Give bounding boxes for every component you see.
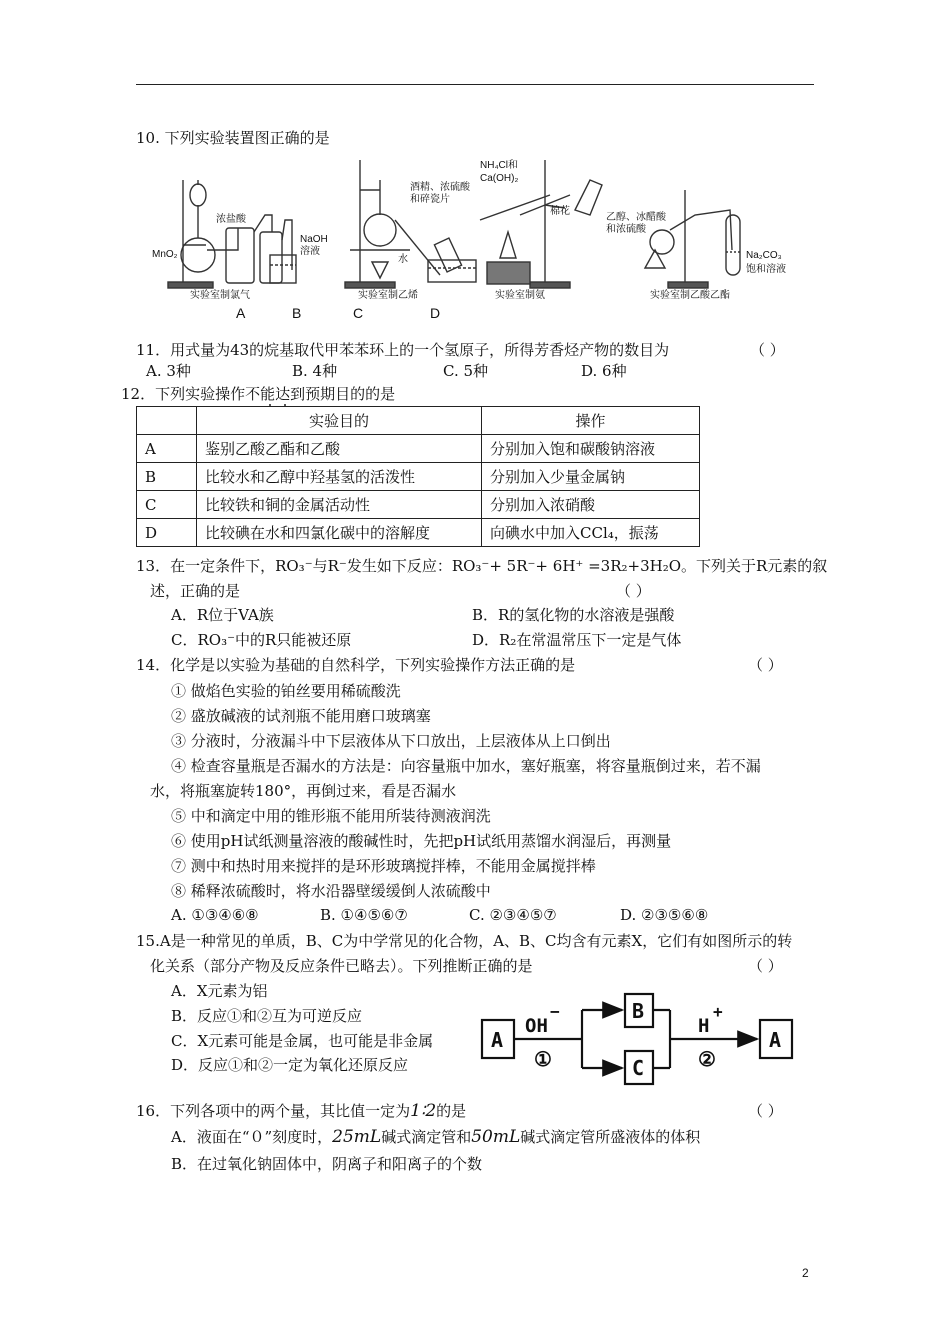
q15-conversion-diagram bbox=[470, 990, 810, 1090]
q16-option-a-text-3: 碱式滴定管所盛液体的体积 bbox=[520, 1128, 701, 1146]
label-naoh-sol: 溶液 bbox=[300, 246, 320, 257]
q11-option-b: B. 4种 bbox=[292, 362, 338, 380]
q16-stem bbox=[136, 1101, 466, 1121]
q14-item-8: ⑧ 稀释浓硫酸时，将水沿器壁缓缓倒人浓硫酸中 bbox=[171, 882, 491, 900]
q14-answer-paren: （ ） bbox=[748, 656, 783, 674]
q14-option-c: C. ②③④⑤⑦ bbox=[469, 906, 557, 924]
label-a-end: A bbox=[769, 1028, 782, 1052]
q16-stem-end: 的是 bbox=[436, 1102, 467, 1120]
label-water: 水 bbox=[398, 254, 408, 265]
q15-option-c: C．X元素可能是金属，也可能是非金属 bbox=[171, 1032, 434, 1050]
q16-ratio: 1∶2 bbox=[410, 1101, 437, 1121]
label-chlorine: 实验室制氯气 bbox=[190, 290, 250, 300]
q14-item-4: ④ 检查容量瓶是否漏水的方法是：向容量瓶中加水，塞好瓶塞，将容量瓶倒过来，若不漏 bbox=[171, 757, 761, 775]
label-ester-reagents2: 和浓硫酸 bbox=[606, 224, 646, 235]
label-a-start: A bbox=[491, 1028, 504, 1052]
q11-answer-paren: （ ） bbox=[750, 341, 785, 359]
row-operation: 分别加入饱和碳酸钠溶液 bbox=[482, 435, 700, 463]
row-operation: 向碘水中加入CCl₄，振荡 bbox=[482, 519, 700, 547]
label-naoh: NaOH bbox=[300, 234, 328, 245]
q12-stem: 12．下列实验操作不能达到预期目的的是 bbox=[121, 385, 396, 403]
q16-volume-25ml: 25mL bbox=[332, 1127, 382, 1147]
row-purpose: 鉴别乙酸乙酯和乙酸 bbox=[197, 435, 482, 463]
q13-answer-paren: （ ） bbox=[616, 582, 651, 600]
q14-item-4-cont: 水，将瓶塞旋转180°，再倒过来，看是否漏水 bbox=[150, 782, 457, 800]
q13-option-d: D．R₂在常温常压下一定是气体 bbox=[472, 631, 682, 649]
q12-table bbox=[136, 406, 700, 547]
q11-option-d: D. 6种 bbox=[581, 362, 627, 380]
label-h: H bbox=[698, 1015, 710, 1037]
q13-stem-line2: 述，正确的是 bbox=[150, 582, 241, 600]
q13-option-b: B．R的氢化物的水溶液是强酸 bbox=[472, 606, 675, 624]
row-label: D bbox=[137, 519, 197, 547]
q10-option-b: B bbox=[292, 305, 302, 321]
q15-option-d: D．反应①和②一定为氧化还原反应 bbox=[171, 1056, 409, 1074]
label-nh4cl: NH₄Cl和 bbox=[480, 160, 518, 171]
label-b: B bbox=[632, 999, 645, 1023]
q11-stem: 11．用式量为43的烷基取代甲苯苯环上的一个氢原子，所得芳香烃产物的数目为 bbox=[136, 341, 670, 359]
q15-option-a: A．X元素为铝 bbox=[171, 982, 268, 1000]
label-cotton: 棉花 bbox=[550, 206, 570, 217]
header-rule bbox=[136, 84, 814, 85]
q15-option-b: B．反应①和②互为可逆反应 bbox=[171, 1007, 363, 1025]
row-label: A bbox=[137, 435, 197, 463]
label-ammonia: 实验室制氨 bbox=[495, 290, 545, 300]
header-cell-operation: 操作 bbox=[482, 407, 700, 435]
label-reaction-1: ① bbox=[534, 1047, 552, 1071]
q13-stem-line1: 13．在一定条件下，RO₃⁻与R⁻发生如下反应：RO₃⁻+ 5R⁻+ 6H⁺ =3R₂+3H₂O。下列关于R元素的叙 bbox=[136, 557, 828, 575]
q16-answer-paren: （ ） bbox=[748, 1102, 783, 1120]
q14-option-a: A. ①③④⑥⑧ bbox=[171, 906, 259, 924]
label-caoh2: Ca(OH)₂ bbox=[480, 173, 519, 184]
q14-option-b: B. ①④⑤⑥⑦ bbox=[320, 906, 408, 924]
table-header-row bbox=[137, 407, 700, 435]
label-c: C bbox=[632, 1056, 645, 1080]
q14-item-2: ② 盛放碱液的试剂瓶不能用磨口玻璃塞 bbox=[171, 707, 431, 725]
label-ethene: 实验室制乙烯 bbox=[358, 290, 418, 300]
label-ethene-reagents1: 酒精、浓硫酸 bbox=[410, 182, 470, 193]
q15-stem-line1: 15.A是一种常见的单质，B、C为中学常见的化合物，A、B、C均含有元素X，它们有如图所示的转 bbox=[136, 932, 793, 950]
q16-option-a-text: A．液面在“０”刻度时， bbox=[171, 1128, 333, 1146]
q10-option-a: A bbox=[236, 305, 246, 321]
label-sat-sol: 饱和溶液 bbox=[746, 264, 786, 275]
q14-stem: 14．化学是以实验为基础的自然科学，下列实验操作方法正确的是 bbox=[136, 656, 576, 674]
label-oh-charge: − bbox=[550, 1002, 560, 1021]
q13-option-a: A．R位于VA族 bbox=[171, 606, 274, 624]
label-ester-reagents1: 乙醇、冰醋酸 bbox=[606, 212, 666, 223]
q16-stem-text: 16．下列各项中的两个量，其比值一定为 bbox=[136, 1102, 411, 1120]
q10-apparatus-figure bbox=[150, 150, 810, 300]
q16-option-a bbox=[171, 1127, 700, 1147]
q14-option-d: D. ②③⑤⑥⑧ bbox=[620, 906, 709, 924]
table-row bbox=[137, 463, 700, 491]
row-purpose: 比较碘在水和四氯化碳中的溶解度 bbox=[197, 519, 482, 547]
label-oh: OH bbox=[525, 1015, 548, 1037]
q13-option-c: C．RO₃⁻中的R只能被还原 bbox=[171, 631, 352, 649]
row-label: C bbox=[137, 491, 197, 519]
row-label: B bbox=[137, 463, 197, 491]
label-reaction-2: ② bbox=[698, 1047, 716, 1071]
table-row bbox=[137, 491, 700, 519]
label-na2co3: Na₂CO₃ bbox=[746, 250, 782, 261]
header-cell-purpose: 实验目的 bbox=[197, 407, 482, 435]
q14-item-6: ⑥ 使用pH试纸测量溶液的酸碱性时，先把pH试纸用蒸馏水润湿后，再测量 bbox=[171, 832, 672, 850]
header-cell bbox=[137, 407, 197, 435]
q10-option-c: C bbox=[353, 305, 364, 321]
q14-item-5: ⑤ 中和滴定中用的锥形瓶不能用所装待测液润洗 bbox=[171, 807, 491, 825]
q10-stem: 10. 下列实验装置图正确的是 bbox=[136, 129, 330, 147]
row-purpose: 比较铁和铜的金属活动性 bbox=[197, 491, 482, 519]
label-mno2: MnO₂ bbox=[152, 249, 178, 260]
q14-item-7: ⑦ 测中和热时用来搅拌的是环形玻璃搅拌棒，不能用金属搅拌棒 bbox=[171, 857, 596, 875]
table-row bbox=[137, 435, 700, 463]
label-ester: 实验室制乙酸乙酯 bbox=[650, 290, 730, 300]
q16-option-a-text-2: 碱式滴定管和 bbox=[381, 1128, 472, 1146]
row-operation: 分别加入浓硝酸 bbox=[482, 491, 700, 519]
label-conc-hcl: 浓盐酸 bbox=[216, 214, 246, 225]
q10-option-d: D bbox=[430, 305, 441, 321]
row-operation: 分别加入少量金属钠 bbox=[482, 463, 700, 491]
table-row bbox=[137, 519, 700, 547]
label-ethene-reagents2: 和碎瓷片 bbox=[410, 194, 450, 205]
q15-answer-paren: （ ） bbox=[748, 957, 783, 975]
q11-option-a: A. 3种 bbox=[146, 362, 191, 380]
label-h-charge: + bbox=[713, 1002, 723, 1021]
q11-option-c: C. 5种 bbox=[443, 362, 489, 380]
row-purpose: 比较水和乙醇中羟基氢的活泼性 bbox=[197, 463, 482, 491]
q16-option-b: B．在过氧化钠固体中，阴离子和阳离子的个数 bbox=[171, 1155, 483, 1173]
q16-volume-50ml: 50mL bbox=[471, 1127, 521, 1147]
page-number: 2 bbox=[802, 1266, 809, 1280]
q14-item-1: ① 做焰色实验的铂丝要用稀硫酸洗 bbox=[171, 682, 401, 700]
q15-stem-line2: 化关系（部分产物及反应条件已略去）。下列推断正确的是 bbox=[150, 957, 533, 975]
q14-item-3: ③ 分液时，分液漏斗中下层液体从下口放出，上层液体从上口倒出 bbox=[171, 732, 611, 750]
